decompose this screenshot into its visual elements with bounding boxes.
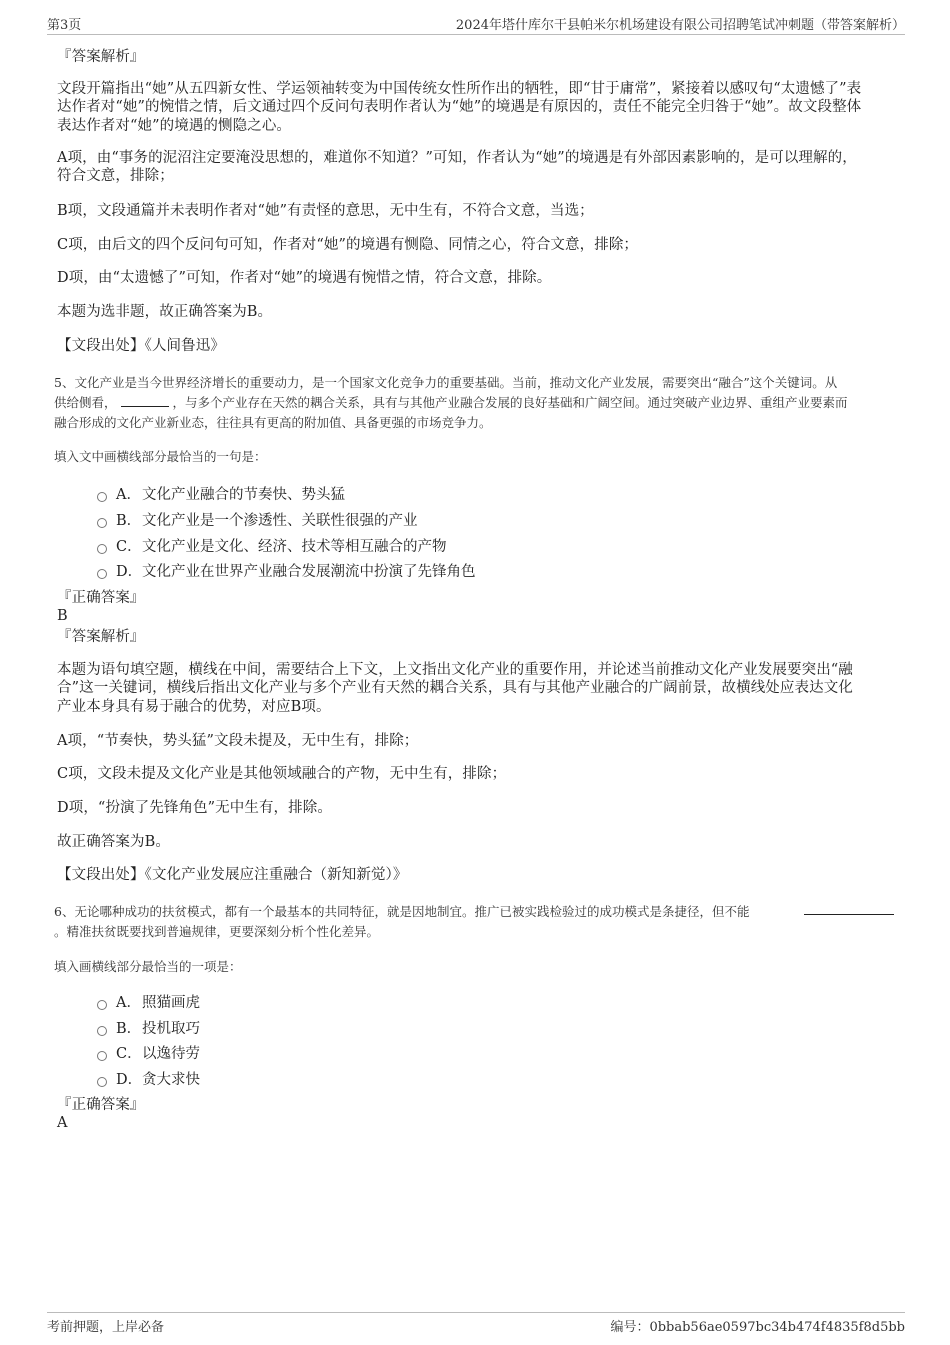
q6-answer: A bbox=[57, 1115, 68, 1131]
radio-icon[interactable] bbox=[97, 492, 107, 502]
page-footer bbox=[47, 1312, 905, 1333]
q6-prompt: 填入画横线部分最恰当的一项是： bbox=[54, 959, 242, 974]
radio-icon[interactable] bbox=[97, 544, 107, 554]
q5-stem-line2 bbox=[54, 393, 848, 413]
q5-stem-line3: 融合形成的文化产业新业态，往往具有更高的附加值、具备更强的市场竞争力。 bbox=[54, 415, 492, 430]
document-title: 2024年塔什库尔干县帕米尔机场建设有限公司招聘笔试冲刺题（带答案解析） bbox=[455, 18, 905, 33]
q6-fill-blank bbox=[804, 903, 894, 915]
q5-analysis-line1: 本题为语句填空题，横线在中间，需要结合上下文，上文指出文化产业的重要作用，并论述当前推动文化产业发展要突出“融 bbox=[57, 662, 853, 678]
q4-conclusion: 本题为选非题，故正确答案为B。 bbox=[57, 304, 273, 320]
q4-option-a-analysis-line2: 符合文意，排除； bbox=[57, 168, 174, 184]
q4-source: 【文段出处】《人间鲁迅》 bbox=[57, 338, 225, 354]
q4-analysis-line2: 达作者对“她”的惋惜之情，后文通过四个反问句表明作者认为“她”的境遇是有原因的，责任不能完全归咎于“她”。故文段整体 bbox=[57, 99, 862, 115]
q4-analysis-line1: 文段开篇指出“她”从五四新女性、学运领袖转变为中国传统女性所作出的牺牲，即“甘于庸常”，紧接着以感叹句“太遗憾了”表 bbox=[57, 81, 862, 97]
page-number: 第3页 bbox=[47, 18, 82, 33]
q5-option-c-analysis: C项，文段未提及文化产业是其他领域融合的产物，无中生有，排除； bbox=[57, 766, 507, 782]
q6-stem-line2: 。精准扶贫既要找到普遍规律，更要深刻分析个性化差异。 bbox=[54, 924, 380, 939]
q6-stem-line1-text: 6、无论哪种成功的扶贫模式，都有一个最基本的共同特征，就是因地制宜。推广已被实践检验过的成功模式是条捷径，但不能 bbox=[54, 904, 750, 919]
radio-icon[interactable] bbox=[97, 1000, 107, 1010]
q5-option-c[interactable]: C．文化产业是文化、经济、技术等相互融合的产物 bbox=[97, 535, 447, 556]
q5-option-a[interactable]: A．文化产业融合的节奏快、势头猛 bbox=[97, 483, 345, 504]
radio-icon[interactable] bbox=[97, 1077, 107, 1087]
q5-option-a-analysis: A项，“节奏快，势头猛”文段未提及，无中生有，排除； bbox=[57, 733, 419, 749]
page-header bbox=[47, 14, 905, 35]
q6-answer-label: 『正确答案』 bbox=[57, 1097, 145, 1113]
q5-analysis-line3: 产业本身具有易于融合的优势，对应B项。 bbox=[57, 699, 331, 715]
q5-analysis-line2: 合”这一关键词，横线后指出文化产业与多个产业有天然的耦合关系，具有与其他产业融合的广阔前景，故横线处应表达文化 bbox=[57, 680, 853, 696]
q5-conclusion: 故正确答案为B。 bbox=[57, 834, 170, 850]
q5-stem-line1: 5、文化产业是当今世界经济增长的重要动力，是一个国家文化竞争力的重要基础。当前，推动文化产业发展，需要突出“融合”这个关键词。从 bbox=[54, 375, 838, 390]
radio-icon[interactable] bbox=[97, 569, 107, 579]
q6-option-a[interactable]: A．照猫画虎 bbox=[97, 991, 200, 1012]
q5-answer-label: 『正确答案』 bbox=[57, 590, 145, 606]
radio-icon[interactable] bbox=[97, 1051, 107, 1061]
q5-option-d[interactable]: D．文化产业在世界产业融合发展潮流中扮演了先锋角色 bbox=[97, 560, 476, 581]
q5-prompt: 填入文中画横线部分最恰当的一句是： bbox=[54, 449, 267, 464]
q5-option-b[interactable]: B．文化产业是一个渗透性、关联性很强的产业 bbox=[97, 509, 418, 530]
q5-stem-line2-end: ，与多个产业存在天然的耦合关系，具有与其他产业融合发展的良好基础和广阔空间。通过突破产业边界、重组产业要素而 bbox=[172, 395, 848, 410]
radio-icon[interactable] bbox=[97, 1026, 107, 1036]
q5-stem-line2-start: 供给侧看， bbox=[54, 395, 117, 410]
q4-option-d-analysis: D项，由“太遗憾了”可知，作者对“她”的境遇有惋惜之情，符合文意，排除。 bbox=[57, 270, 552, 286]
q4-option-c-analysis: C项，由后文的四个反问句可知，作者对“她”的境遇有恻隐、同情之心，符合文意，排除； bbox=[57, 237, 639, 253]
q4-analysis-label: 『答案解析』 bbox=[57, 49, 145, 65]
q4-option-b-analysis: B项，文段通篇并未表明作者对“她”有责怪的意思，无中生有，不符合文意，当选； bbox=[57, 203, 594, 219]
footer-slogan: 考前押题，上岸必备 bbox=[47, 1320, 165, 1335]
q5-fill-blank bbox=[121, 395, 169, 407]
q6-option-d[interactable]: D．贪大求快 bbox=[97, 1068, 200, 1089]
q4-analysis-line3: 表达作者对“她”的境遇的恻隐之心。 bbox=[57, 118, 292, 134]
q5-source: 【文段出处】《文化产业发展应注重融合（新知新觉）》 bbox=[57, 867, 408, 883]
q6-option-c[interactable]: C．以逸待劳 bbox=[97, 1042, 200, 1063]
q5-option-d-analysis: D项，“扮演了先锋角色”无中生有，排除。 bbox=[57, 800, 332, 816]
q5-answer: B bbox=[57, 608, 68, 624]
radio-icon[interactable] bbox=[97, 518, 107, 528]
q4-option-a-analysis-line1: A项，由“事务的泥沼注定要淹没思想的，难道你不知道？”可知，作者认为“她”的境遇是有外部因素影响的，是可以理解的， bbox=[57, 150, 857, 166]
document-id: 编号：0bbab56ae0597bc34b474f4835f8d5bb bbox=[610, 1320, 905, 1335]
q6-option-b[interactable]: B．投机取巧 bbox=[97, 1017, 200, 1038]
q6-stem-line1 bbox=[54, 902, 749, 922]
q5-analysis-label: 『答案解析』 bbox=[57, 629, 145, 645]
